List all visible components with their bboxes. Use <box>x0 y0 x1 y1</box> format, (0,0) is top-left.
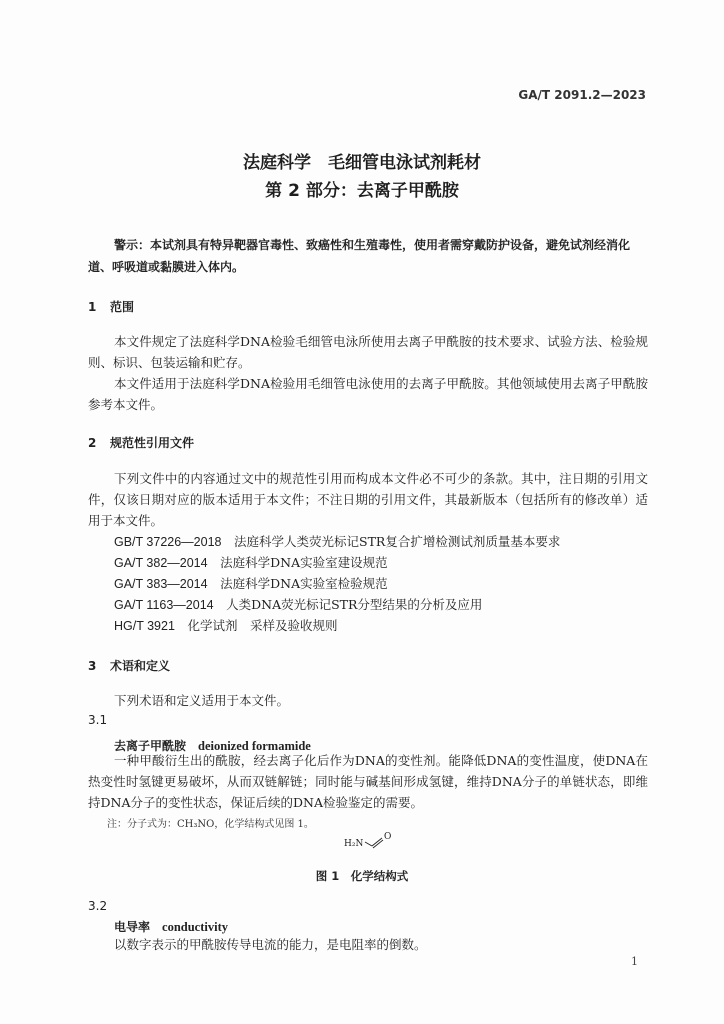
warning-notice: 警示：本试剂具有特异靶器官毒性、致癌性和生殖毒性，使用者需穿戴防护设备，避免试剂经消化道、呼吸道或黏膜进入体内。 <box>88 238 631 274</box>
document-title-line1: 法庭科学 毛细管电泳试剂耗材 <box>243 153 481 173</box>
term-english: deionized formamide <box>198 739 311 753</box>
term-chinese: 电导率 <box>114 920 151 934</box>
section-1-paragraph-1: 本文件规定了法庭科学DNA检验毛细管电泳所使用去离子甲酰胺的技术要求、试验方法、检验规则、标识、包装运输和贮存。 <box>88 334 648 370</box>
reference-code: GA/T 1163—2014 <box>114 598 214 612</box>
bond-line <box>365 842 372 846</box>
reference-item <box>114 532 560 550</box>
chemical-structure-figure <box>340 826 410 854</box>
document-title-line2: 第 2 部分：去离子甲酰胺 <box>265 181 459 201</box>
section-number: 1 <box>88 300 97 314</box>
section-3-intro: 下列术语和定义适用于本文件。 <box>114 693 290 708</box>
section-2-intro: 下列文件中的内容通过文中的规范性引用而构成本文件必不可少的条款。其中，注日期的引用文件，仅该日期对应的版本适用于本文件；不注日期的引用文件，其最新版本（包括所有的修改单）适用于本文件。 <box>88 471 648 528</box>
reference-code: GB/T 37226—2018 <box>114 535 222 549</box>
page-number: 1 <box>631 955 638 968</box>
reference-code: GA/T 382—2014 <box>114 556 208 570</box>
reference-title: 化学试剂 采样及验收规则 <box>187 618 338 633</box>
term-definition: 以数字表示的甲酰胺传导电流的能力，是电阻率的倒数。 <box>114 937 427 952</box>
reference-title: 法庭科学人类荧光标记STR复合扩增检测试剂质量基本要求 <box>234 534 561 549</box>
reference-item <box>114 574 388 592</box>
reference-item <box>114 595 482 613</box>
term-definition: 一种甲酸衍生出的酰胺，经去离子化后作为DNA的变性剂。能降低DNA的变性温度，使DNA在热变性时氢键更易破坏，从而双链解链；同时能与碱基间形成氢键，维持DNA分子的单链状态，即维持DNA分子的变性状态，保证后续的DNA检验鉴定的需要。 <box>88 753 648 810</box>
reference-title: 法庭科学DNA实验室建设规范 <box>220 555 388 570</box>
term-number: 3.1 <box>88 713 108 727</box>
reference-title: 人类DNA荧光标记STR分型结果的分析及应用 <box>226 597 483 612</box>
section-number: 3 <box>88 659 97 673</box>
reference-title: 法庭科学DNA实验室检验规范 <box>220 576 388 591</box>
term-chinese: 去离子甲酰胺 <box>114 739 187 753</box>
term-number: 3.2 <box>88 899 108 913</box>
section-3-heading <box>88 657 170 674</box>
section-1-paragraph-2: 本文件适用于法庭科学DNA检验用毛细管电泳使用的去离子甲酰胺。其他领域使用去离子甲酰胺参考本文件。 <box>88 376 648 412</box>
reference-item <box>114 616 337 634</box>
reference-item <box>114 553 388 571</box>
formula-oxygen-label: O <box>384 832 392 842</box>
section-title: 范围 <box>110 300 135 314</box>
section-1-heading <box>88 298 134 315</box>
standard-number: GA/T 2091.2—2023 <box>518 88 646 102</box>
term-note: 注：分子式为：CH₃NO，化学结构式见图 1。 <box>107 819 314 830</box>
term-heading <box>114 918 228 935</box>
figure-caption: 图 1 化学结构式 <box>315 869 409 883</box>
reference-code: HG/T 3921 <box>114 619 175 633</box>
reference-code: GA/T 383—2014 <box>114 577 208 591</box>
formula-amine-label: H₂N <box>344 839 364 849</box>
section-title: 规范性引用文件 <box>110 436 195 450</box>
term-english: conductivity <box>162 920 228 934</box>
section-2-heading <box>88 434 194 451</box>
section-number: 2 <box>88 436 97 450</box>
section-title: 术语和定义 <box>110 659 171 673</box>
